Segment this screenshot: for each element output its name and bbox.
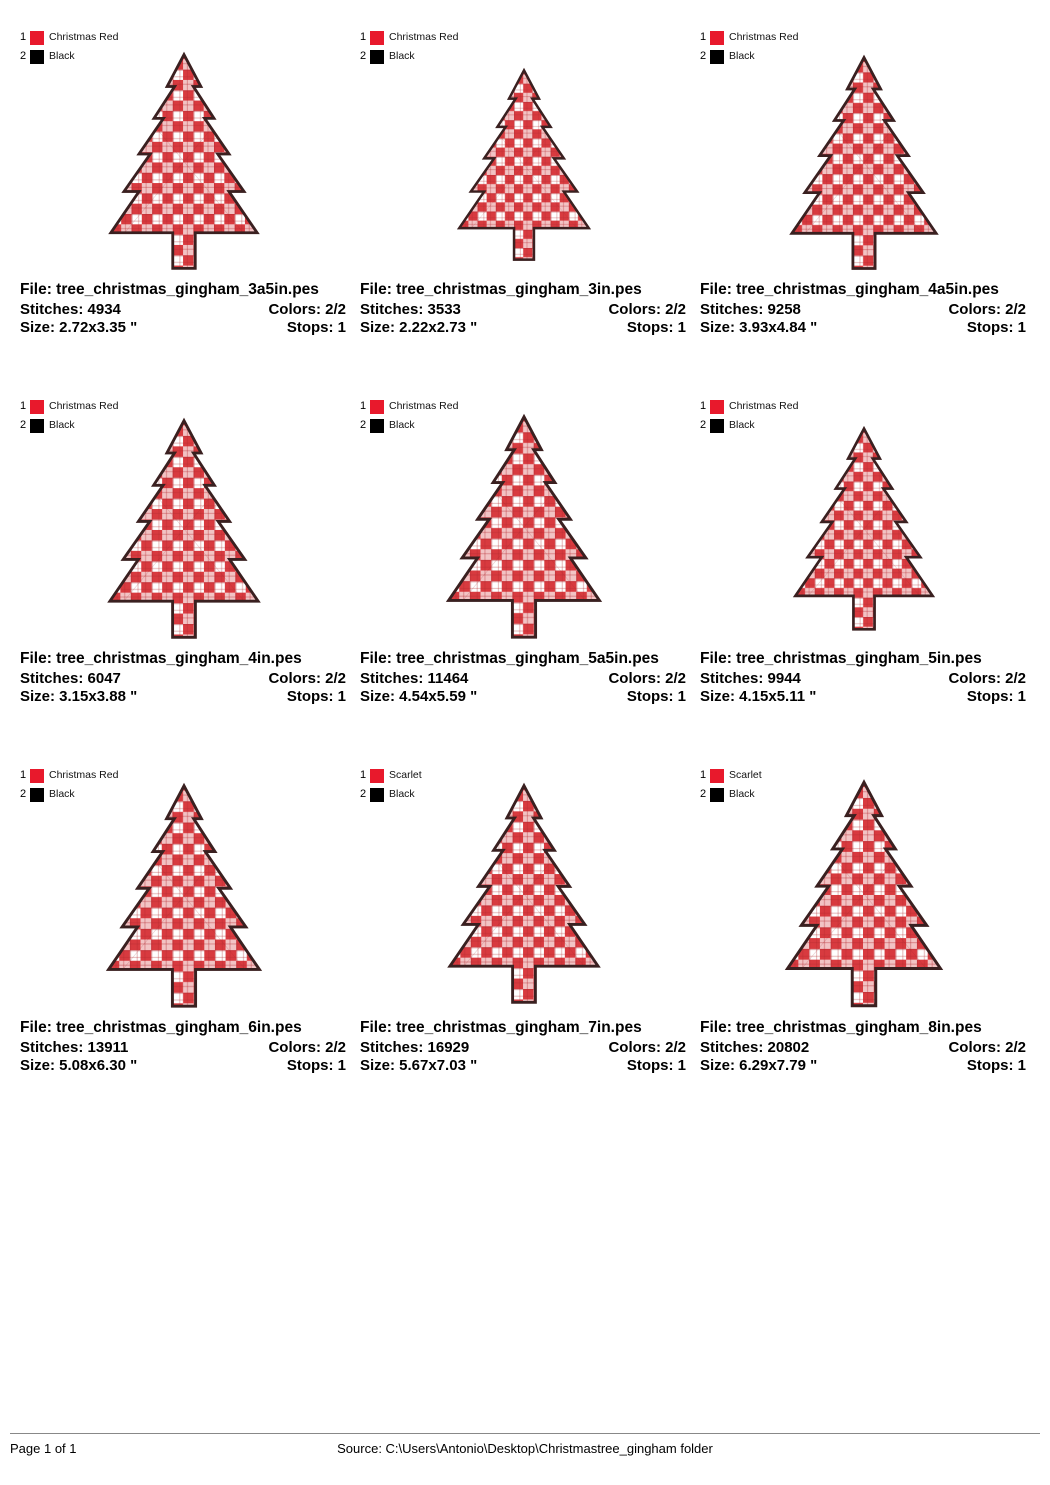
footer-divider	[10, 1433, 1040, 1434]
design-cell	[694, 756, 1034, 1125]
stitch-count: Stitches: 9258	[700, 301, 801, 318]
design-info	[20, 281, 346, 337]
file-name: File: tree_christmas_gingham_5a5in.pes	[360, 650, 659, 667]
design-cell	[694, 387, 1034, 756]
color-name: Black	[389, 50, 415, 62]
file-name: File: tree_christmas_gingham_4in.pes	[20, 650, 302, 667]
design-preview	[14, 395, 354, 643]
color-count: Colors: 2/2	[268, 301, 346, 318]
design-preview	[14, 26, 354, 274]
stop-count: Stops: 1	[626, 688, 686, 705]
page-number: Page 1 of 1	[10, 1441, 77, 1456]
color-count: Colors: 2/2	[948, 1039, 1026, 1056]
color-index: 2	[360, 788, 367, 800]
stitch-count: Stitches: 11464	[360, 670, 469, 687]
file-name: File: tree_christmas_gingham_3a5in.pes	[20, 281, 319, 298]
color-name: Scarlet	[389, 769, 422, 781]
source-path: Source: C:\Users\Antonio\Desktop\Christmastree_gingham folder	[337, 1441, 713, 1456]
color-index: 2	[20, 419, 27, 431]
design-cell	[354, 18, 694, 387]
color-index: 1	[20, 31, 27, 43]
design-info	[700, 1019, 1026, 1075]
design-preview	[14, 764, 354, 1012]
design-size: Size: 3.93x4.84 "	[700, 319, 818, 336]
stop-count: Stops: 1	[286, 319, 346, 336]
stop-count: Stops: 1	[966, 688, 1026, 705]
design-preview	[694, 395, 1034, 643]
file-name: File: tree_christmas_gingham_8in.pes	[700, 1019, 982, 1036]
stitch-count: Stitches: 4934	[20, 301, 121, 318]
color-name: Black	[729, 419, 755, 431]
stitch-count: Stitches: 16929	[360, 1039, 470, 1056]
design-preview	[694, 764, 1034, 1012]
design-cell	[354, 756, 694, 1125]
color-index: 2	[700, 50, 707, 62]
color-index: 1	[360, 400, 367, 412]
design-size: Size: 5.08x6.30 "	[20, 1057, 138, 1074]
color-name: Christmas Red	[389, 31, 459, 43]
design-preview	[354, 395, 694, 643]
color-name: Scarlet	[729, 769, 762, 781]
color-index: 2	[20, 788, 27, 800]
color-count: Colors: 2/2	[608, 1039, 686, 1056]
design-info	[360, 1019, 686, 1075]
design-grid	[14, 18, 1034, 1125]
stitch-count: Stitches: 3533	[360, 301, 461, 318]
design-info	[700, 650, 1026, 706]
color-count: Colors: 2/2	[268, 670, 346, 687]
color-name: Black	[49, 419, 75, 431]
stop-count: Stops: 1	[286, 1057, 346, 1074]
color-name: Christmas Red	[49, 769, 119, 781]
design-size: Size: 3.15x3.88 "	[20, 688, 138, 705]
color-count: Colors: 2/2	[268, 1039, 346, 1056]
color-index: 1	[20, 400, 27, 412]
file-name: File: tree_christmas_gingham_5in.pes	[700, 650, 982, 667]
page-footer	[0, 1433, 1050, 1463]
stop-count: Stops: 1	[286, 688, 346, 705]
stop-count: Stops: 1	[966, 319, 1026, 336]
design-size: Size: 2.22x2.73 "	[360, 319, 478, 336]
stitch-count: Stitches: 20802	[700, 1039, 810, 1056]
color-name: Black	[49, 788, 75, 800]
design-size: Size: 4.15x5.11 "	[700, 688, 817, 705]
color-index: 2	[360, 50, 367, 62]
color-index: 1	[20, 769, 27, 781]
color-count: Colors: 2/2	[948, 670, 1026, 687]
design-cell	[14, 18, 354, 387]
file-name: File: tree_christmas_gingham_4a5in.pes	[700, 281, 999, 298]
color-index: 2	[20, 50, 27, 62]
design-size: Size: 5.67x7.03 "	[360, 1057, 478, 1074]
color-count: Colors: 2/2	[948, 301, 1026, 318]
stop-count: Stops: 1	[966, 1057, 1026, 1074]
design-info	[360, 281, 686, 337]
color-name: Christmas Red	[49, 400, 119, 412]
design-preview	[694, 26, 1034, 274]
design-size: Size: 2.72x3.35 "	[20, 319, 138, 336]
color-index: 2	[700, 788, 707, 800]
color-name: Christmas Red	[49, 31, 119, 43]
stop-count: Stops: 1	[626, 319, 686, 336]
file-name: File: tree_christmas_gingham_3in.pes	[360, 281, 642, 298]
stitch-count: Stitches: 6047	[20, 670, 121, 687]
color-name: Black	[389, 788, 415, 800]
color-index: 2	[700, 419, 707, 431]
color-name: Black	[729, 788, 755, 800]
color-name: Christmas Red	[729, 31, 799, 43]
color-name: Black	[389, 419, 415, 431]
design-cell	[14, 387, 354, 756]
color-count: Colors: 2/2	[608, 301, 686, 318]
design-size: Size: 4.54x5.59 "	[360, 688, 478, 705]
color-name: Black	[49, 50, 75, 62]
color-index: 1	[700, 31, 707, 43]
design-info	[700, 281, 1026, 337]
design-info	[360, 650, 686, 706]
file-name: File: tree_christmas_gingham_7in.pes	[360, 1019, 642, 1036]
design-info	[20, 1019, 346, 1075]
color-index: 1	[700, 400, 707, 412]
color-name: Christmas Red	[729, 400, 799, 412]
design-cell	[14, 756, 354, 1125]
design-cell	[354, 387, 694, 756]
stitch-count: Stitches: 9944	[700, 670, 801, 687]
color-index: 2	[360, 419, 367, 431]
color-index: 1	[360, 31, 367, 43]
stitch-count: Stitches: 13911	[20, 1039, 129, 1056]
color-index: 1	[360, 769, 367, 781]
color-index: 1	[700, 769, 707, 781]
color-name: Black	[729, 50, 755, 62]
design-preview	[354, 26, 694, 274]
color-count: Colors: 2/2	[608, 670, 686, 687]
design-size: Size: 6.29x7.79 "	[700, 1057, 818, 1074]
design-info	[20, 650, 346, 706]
color-name: Christmas Red	[389, 400, 459, 412]
design-cell	[694, 18, 1034, 387]
design-preview	[354, 764, 694, 1012]
stop-count: Stops: 1	[626, 1057, 686, 1074]
file-name: File: tree_christmas_gingham_6in.pes	[20, 1019, 302, 1036]
